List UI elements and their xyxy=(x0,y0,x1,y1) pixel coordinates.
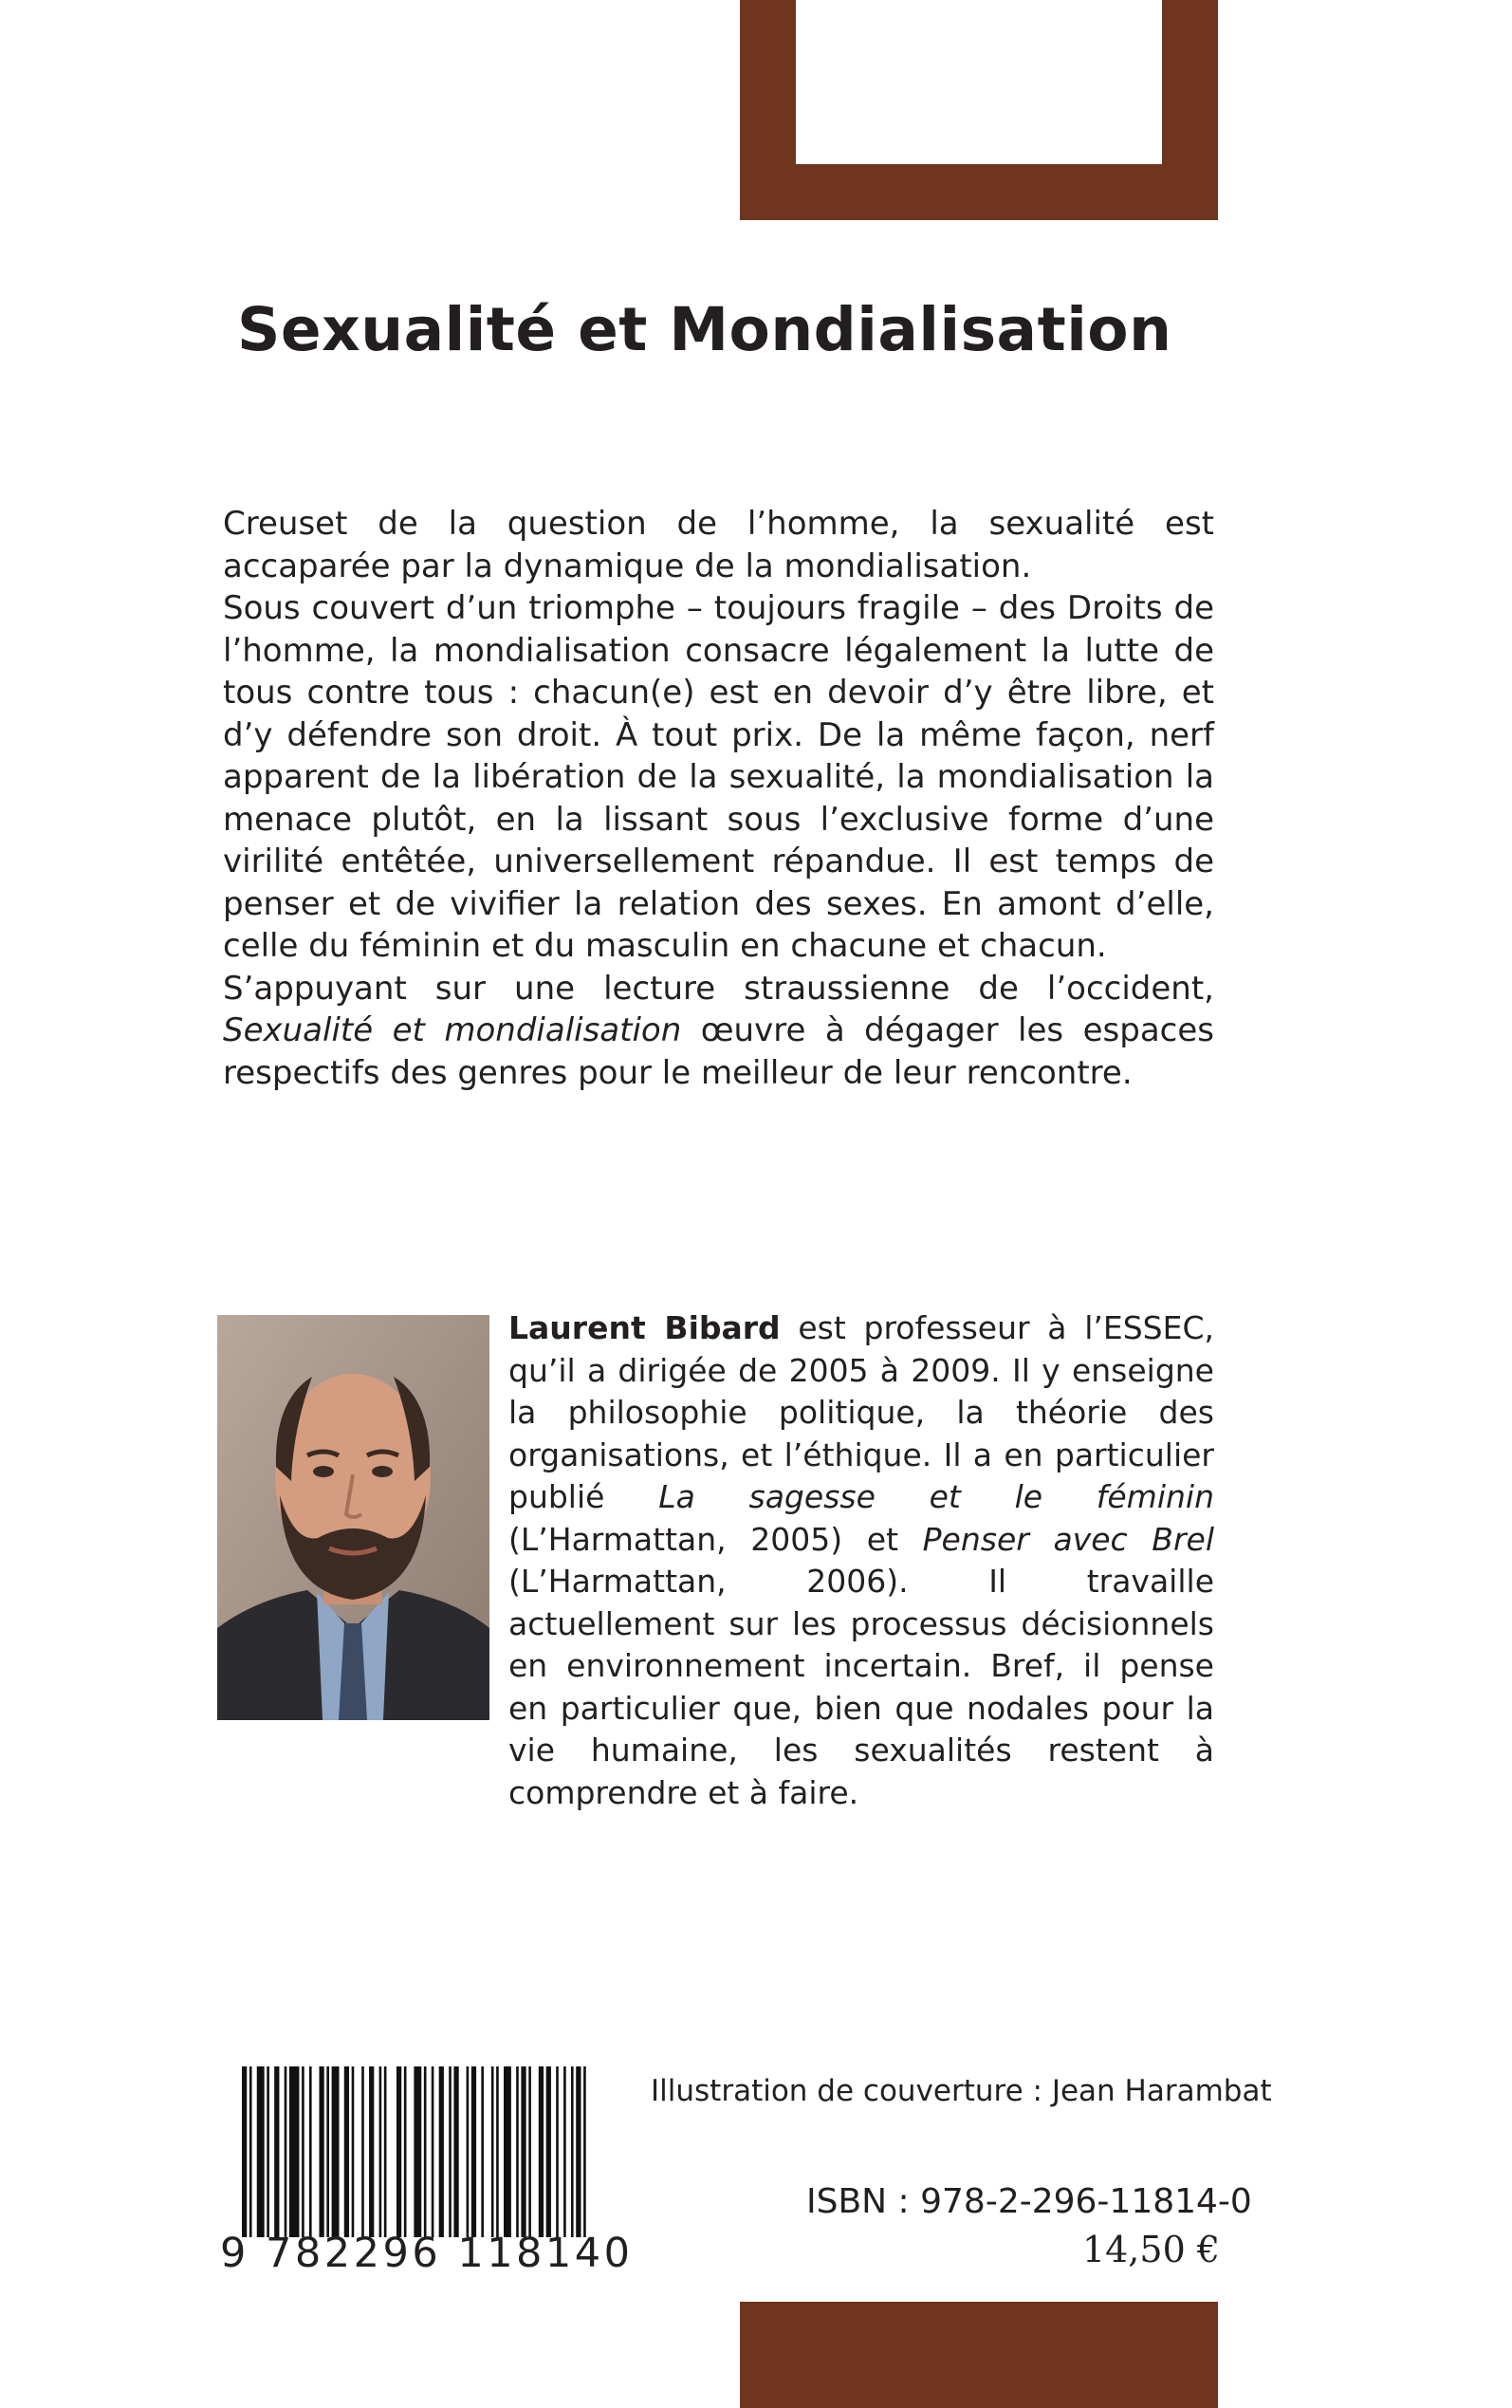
barcode-bar xyxy=(309,2066,312,2237)
author-bio xyxy=(508,1307,1214,1814)
barcode-bar xyxy=(528,2066,531,2237)
barcode-bar xyxy=(257,2066,265,2237)
illustration-credit: Illustration de couverture : Jean Harambat xyxy=(651,2074,1272,2108)
barcode-bar xyxy=(404,2066,407,2237)
barcode-digits: 9 782296 118140 xyxy=(220,2230,634,2277)
barcode-bar xyxy=(449,2066,452,2237)
barcode-bar xyxy=(556,2066,559,2237)
barcode-bar xyxy=(249,2066,252,2237)
barcode-bar xyxy=(326,2066,329,2237)
barcode-bar xyxy=(344,2066,349,2237)
bio-part-2: (L’Harmattan, 2005) et xyxy=(508,1520,923,1558)
blurb-p3-tail: œuvre à dégager les espaces respectifs des genres pour le meilleur de leur rencontre. xyxy=(223,1011,1214,1092)
barcode-bar xyxy=(379,2066,382,2237)
top-frame-window xyxy=(796,0,1162,164)
barcode-bar xyxy=(576,2066,581,2237)
isbn-number: ISBN : 978-2-296-11814-0 xyxy=(806,2182,1252,2221)
barcode-bar xyxy=(424,2066,427,2237)
barcode-bar xyxy=(563,2066,566,2237)
book-price: 14,50 € xyxy=(1081,2229,1220,2270)
top-decorative-frame xyxy=(740,0,1218,220)
blurb-paragraph-2: Sous couvert d’un triomphe – toujours fragile – des Droits de l’homme, la mondialisation consacre légalement la lutte de tous contre tous : chacun(e) est en devoir d’y être libre, et d’y défendre son droit. À tout prix. De la même façon, nerf apparent de la libération de la sexualité, la mondialisation la menace plutôt, en la lissant sous l’exclusive forme d’une virilité entêtée, universellement répandue. Il est temps de penser et de vivifier la relation des sexes. En amont d’elle, celle du féminin et du masculin en chacune et chacun. xyxy=(223,589,1214,965)
barcode-bar xyxy=(396,2066,401,2237)
author-photo xyxy=(217,1315,489,1720)
bio-part-1: est professeur à l’ESSEC, qu’il a dirigée de 2005 à 2009. Il y enseigne la philosophie politique, la théorie des organisations, et l’éthique. Il a en particulier publié xyxy=(508,1309,1214,1515)
barcode-bar xyxy=(481,2066,484,2237)
barcode-bar xyxy=(521,2066,526,2237)
barcode-bar xyxy=(302,2066,304,2237)
back-cover-blurb xyxy=(223,503,1214,1094)
barcode-bar xyxy=(504,2066,511,2237)
barcode-bar xyxy=(369,2066,374,2237)
barcode-bar xyxy=(242,2066,247,2237)
barcode-bar xyxy=(453,2066,458,2237)
author-portrait-icon xyxy=(217,1315,489,1720)
isbn-barcode xyxy=(242,2066,591,2237)
barcode-bar xyxy=(583,2066,586,2237)
barcode-bar xyxy=(274,2066,279,2237)
barcode-bar xyxy=(432,2066,434,2237)
barcode-bar xyxy=(319,2066,323,2237)
barcode-bar xyxy=(267,2066,269,2237)
barcode-bar xyxy=(571,2066,574,2237)
bio-book-2: Penser avec Brel xyxy=(922,1520,1214,1558)
barcode-bar xyxy=(384,2066,387,2237)
blurb-book-title: Sexualité et mondialisation xyxy=(223,1011,682,1049)
author-name: Laurent Bibard xyxy=(508,1309,781,1346)
barcode-bar xyxy=(361,2066,364,2237)
barcode-bar xyxy=(414,2066,421,2237)
barcode-bar xyxy=(352,2066,355,2237)
bottom-decorative-band xyxy=(740,2302,1218,2408)
blurb-paragraph-3 xyxy=(223,968,1214,1095)
barcode-bar xyxy=(285,2066,287,2237)
book-title: Sexualité et Mondialisation xyxy=(237,295,1172,364)
blurb-p3-lead: S’appuyant sur une lecture straussienne de l’occident, xyxy=(223,969,1214,1008)
barcode-bar xyxy=(467,2066,470,2237)
bio-book-1: La sagesse et le féminin xyxy=(658,1478,1214,1515)
bio-part-3: (L’Harmattan, 2006). Il travaille actuellement sur les processus décisionnels en environnement incertain. Bref, il pense en particulier que, bien que nodales pour la vie humaine, les sexualités restent à comprendre et à faire. xyxy=(508,1563,1214,1811)
barcode-bar xyxy=(289,2066,300,2237)
barcode-bar xyxy=(471,2066,476,2237)
barcode-bar xyxy=(439,2066,444,2237)
barcode-bar xyxy=(332,2066,340,2237)
blurb-paragraph-1: Creuset de la question de l’homme, la sexualité est accaparée par la dynamique de la mondialisation. xyxy=(223,505,1214,585)
barcode-bar xyxy=(496,2066,499,2237)
barcode-bar xyxy=(539,2066,544,2237)
barcode-bar xyxy=(546,2066,551,2237)
author-bio-text xyxy=(508,1307,1214,1814)
barcode-bar xyxy=(491,2066,494,2237)
barcode-bar xyxy=(516,2066,519,2237)
